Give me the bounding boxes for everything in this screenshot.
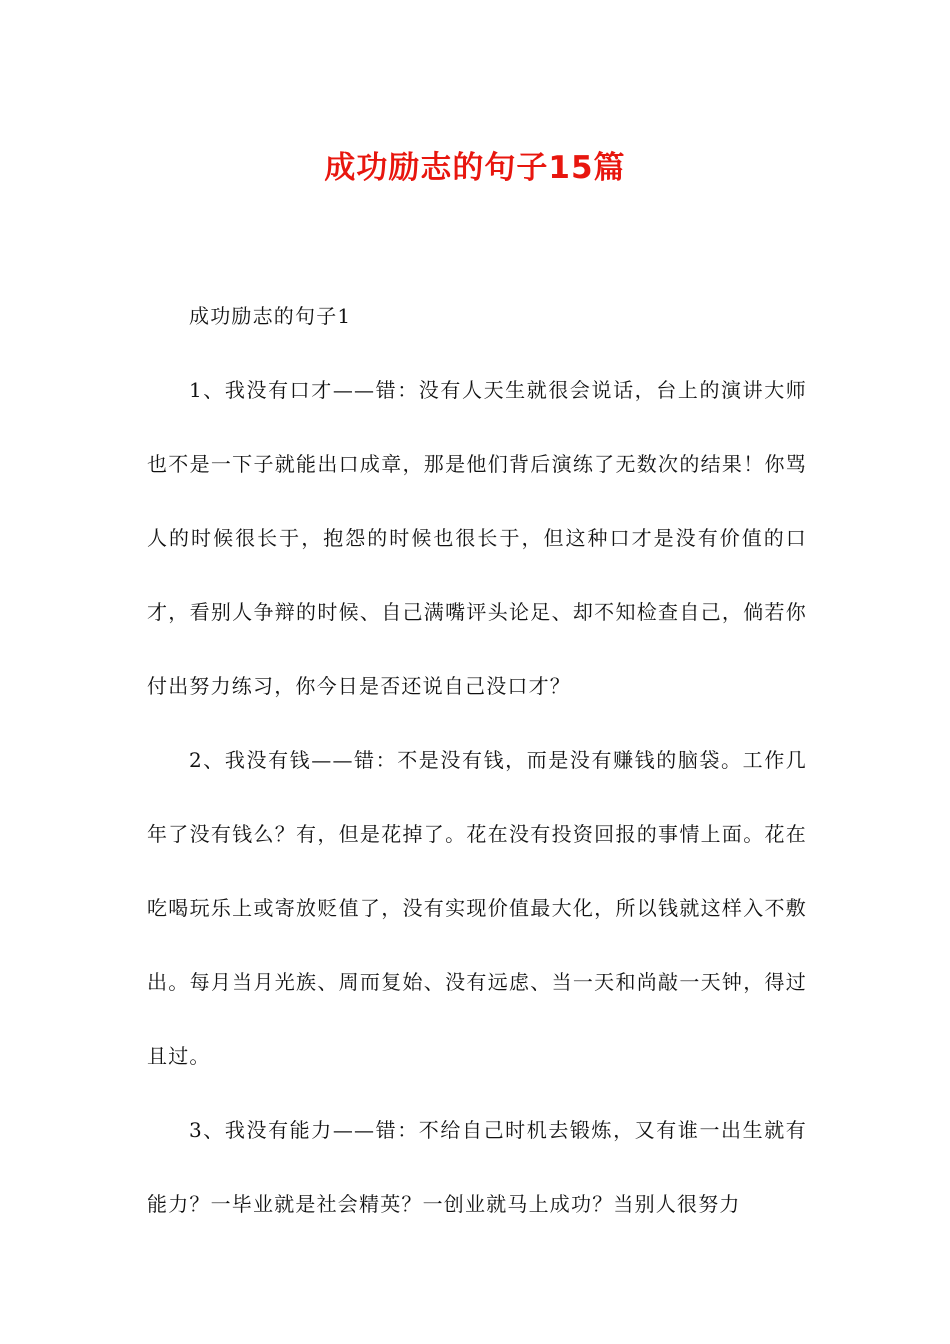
section-heading: 成功励志的句子1: [189, 304, 352, 328]
paragraph-2: 2、我没有钱——错：不是没有钱，而是没有赚钱的脑袋。工作几年了没有钱么？有，但是花掉了。花在没有投资回报的事情上面。花在吃喝玩乐上或寄放贬值了，没有实现价值最大化，所以钱就这样入不敷出。每月当月光族、周而复始、没有远虑、当一天和尚敲一天钟，得过且过。: [147, 748, 807, 1068]
paragraph-3: 3、我没有能力——错：不给自己时机去锻炼，又有谁一出生就有能力？一毕业就是社会精英？一创业就马上成功？当别人很努力: [147, 1118, 807, 1216]
document-title: 成功励志的句子15篇: [324, 150, 626, 186]
document-body: [147, 279, 807, 1241]
paragraph-1: 1、我没有口才——错：没有人天生就很会说话，台上的演讲大师也不是一下子就能出口成章，那是他们背后演练了无数次的结果！你骂人的时候很长于，抱怨的时候也很长于，但这种口才是没有价值的口才，看别人争辩的时候、自己满嘴评头论足、却不知检查自己，倘若你付出努力练习，你今日是否还说自己没口才？: [147, 378, 807, 698]
